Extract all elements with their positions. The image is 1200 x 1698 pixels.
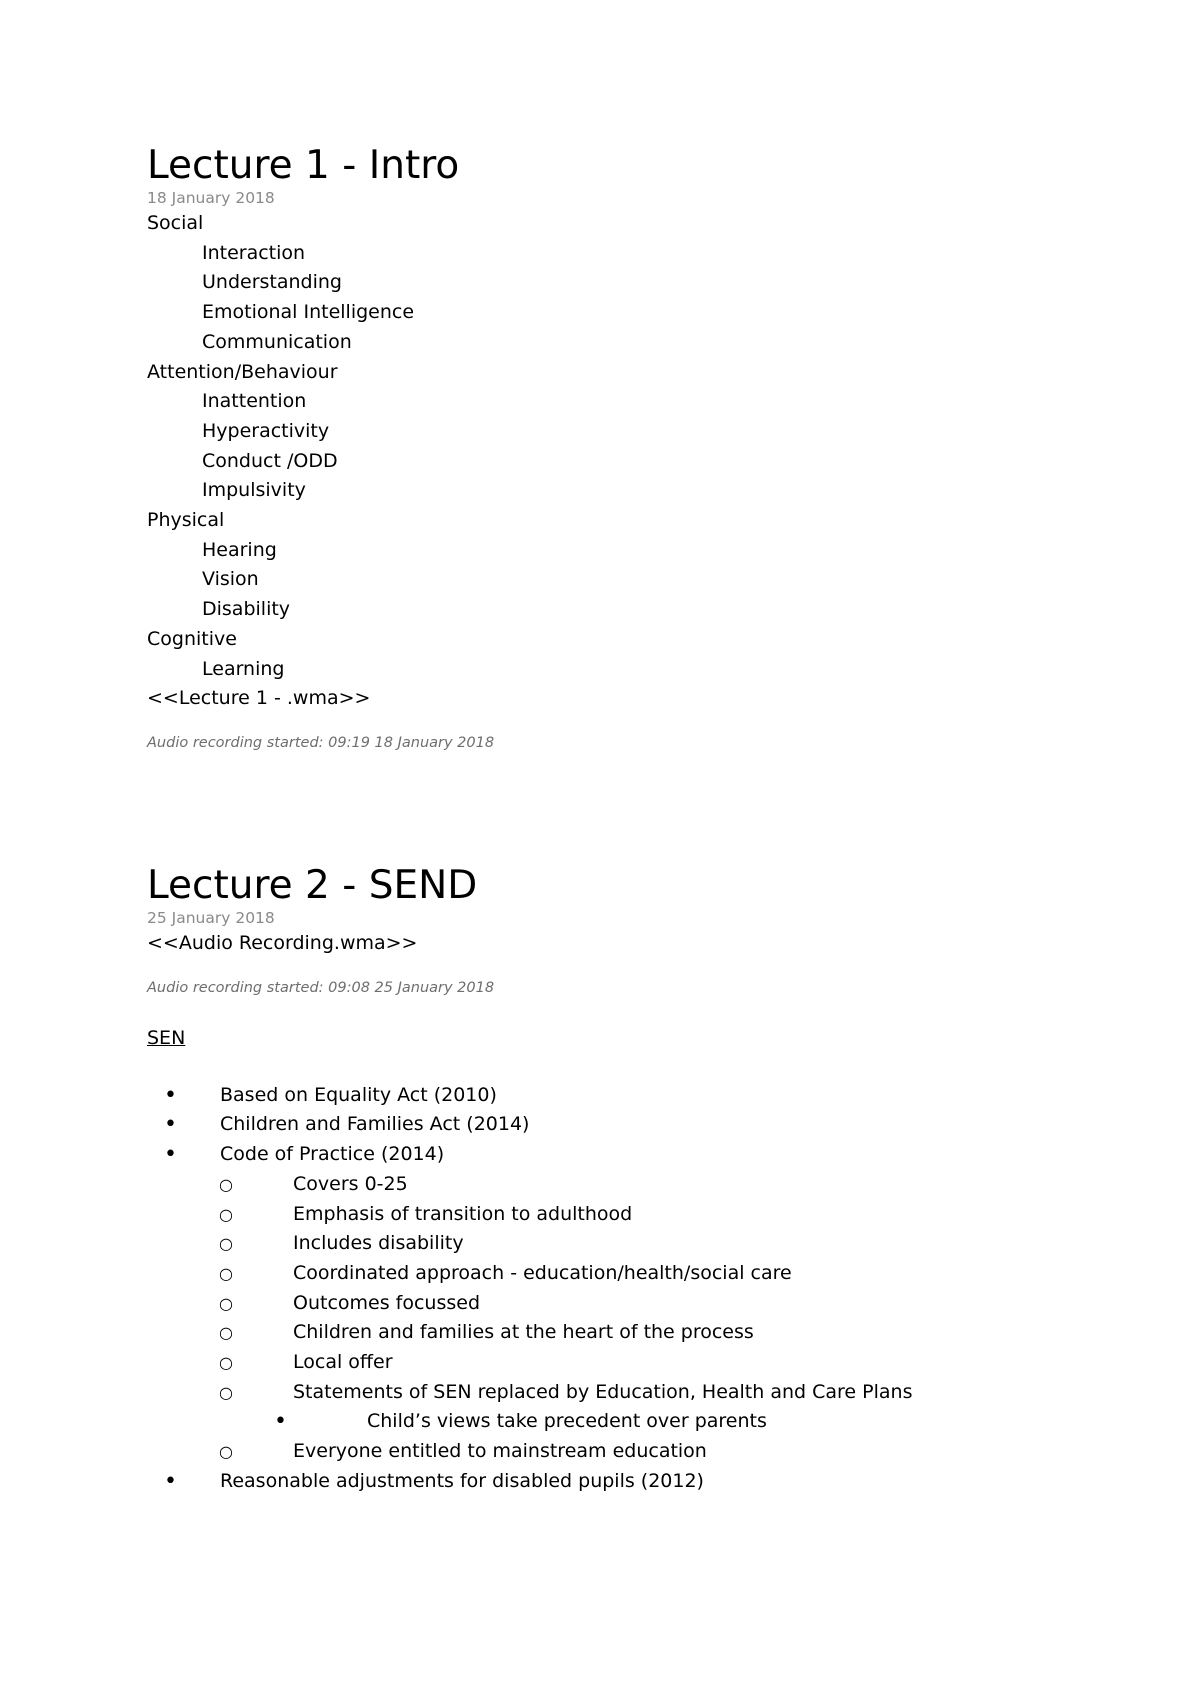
list-item (147, 1200, 1147, 1230)
recording-note: Audio recording started: 09:19 18 January 2018 (147, 734, 495, 751)
bullet-icon: • (164, 1468, 177, 1494)
outline-item: Conduct /ODD (202, 449, 338, 472)
list-item (147, 1467, 1147, 1497)
list-item-text: Everyone entitled to mainstream education (293, 1440, 707, 1463)
list-item-text: Code of Practice (2014) (220, 1143, 445, 1166)
section-heading-sen: SEN (147, 1026, 186, 1049)
outline-item: Emotional Intelligence (202, 301, 415, 324)
bullet-icon: • (274, 1409, 287, 1435)
list-item (147, 1140, 1147, 1170)
outline-item: Communication (202, 330, 352, 353)
list-item (147, 1259, 1147, 1289)
outline-item: Disability (202, 598, 291, 621)
list-item (147, 1348, 1147, 1378)
hollow-bullet-icon: ○ (219, 1382, 233, 1402)
category-attention-behaviour: Attention/Behaviour (147, 360, 338, 383)
list-item (147, 1229, 1147, 1259)
lecture-2-section (147, 864, 1147, 1497)
lecture-1-date: 18 January 2018 (147, 189, 275, 207)
category-social: Social (147, 212, 204, 234)
list-item (147, 1081, 1147, 1111)
audio-attachment-link[interactable]: <<Audio Recording.wma>> (147, 932, 418, 954)
outline-item: Impulsivity (202, 479, 306, 502)
hollow-bullet-icon: ○ (219, 1442, 233, 1462)
outline-item: Understanding (202, 271, 342, 294)
list-item-text: Emphasis of transition to adulthood (293, 1202, 633, 1225)
lecture-1-title: Lecture 1 - Intro (147, 143, 460, 188)
audio-attachment-link[interactable]: <<Lecture 1 - .wma>> (147, 687, 371, 710)
list-item (147, 1378, 1147, 1408)
list-item-text: Child’s views take precedent over parents (367, 1410, 767, 1433)
outline-item: Inattention (202, 390, 307, 413)
list-item-text: Covers 0-25 (293, 1172, 408, 1195)
bullet-icon: • (164, 1082, 177, 1108)
category-physical: Physical (147, 509, 225, 532)
hollow-bullet-icon: ○ (219, 1174, 233, 1194)
outline-item: Interaction (202, 241, 306, 264)
list-item (147, 1407, 1147, 1437)
bullet-icon: • (164, 1112, 177, 1138)
list-item-text: Includes disability (293, 1232, 464, 1255)
hollow-bullet-icon: ○ (219, 1204, 233, 1224)
lecture-2-title: Lecture 2 - SEND (147, 863, 478, 908)
list-item (147, 1289, 1147, 1319)
hollow-bullet-icon: ○ (219, 1234, 233, 1254)
list-item-text: Outcomes focussed (293, 1291, 481, 1314)
list-item-text: Children and families at the heart of the process (293, 1321, 754, 1344)
recording-note: Audio recording started: 09:08 25 January 2018 (147, 979, 495, 996)
outline-item: Vision (202, 568, 259, 591)
lecture-1-section (147, 144, 1147, 753)
hollow-bullet-icon: ○ (219, 1353, 233, 1373)
outline-item: Hyperactivity (202, 419, 330, 442)
list-item (147, 1437, 1147, 1467)
hollow-bullet-icon: ○ (219, 1323, 233, 1343)
bullet-icon: • (164, 1142, 177, 1168)
category-cognitive: Cognitive (147, 627, 237, 650)
list-item-text: Children and Families Act (2014) (220, 1113, 530, 1136)
outline-item: Learning (202, 657, 285, 680)
list-item-text: Statements of SEN replaced by Education, Health and Care Plans (293, 1380, 913, 1403)
hollow-bullet-icon: ○ (219, 1263, 233, 1283)
list-item-text: Based on Equality Act (2010) (220, 1083, 497, 1106)
outline-item: Hearing (202, 538, 277, 561)
hollow-bullet-icon: ○ (219, 1293, 233, 1313)
sen-bullet-list (147, 1081, 1147, 1497)
list-item-text: Coordinated approach - education/health/social care (293, 1261, 792, 1284)
list-item (147, 1170, 1147, 1200)
list-item (147, 1110, 1147, 1140)
list-item-text: Local offer (293, 1351, 393, 1374)
lecture-2-date: 25 January 2018 (147, 909, 275, 927)
list-item-text: Reasonable adjustments for disabled pupils (2012) (220, 1469, 704, 1492)
lecture-1-outline (147, 209, 1147, 714)
list-item (147, 1318, 1147, 1348)
